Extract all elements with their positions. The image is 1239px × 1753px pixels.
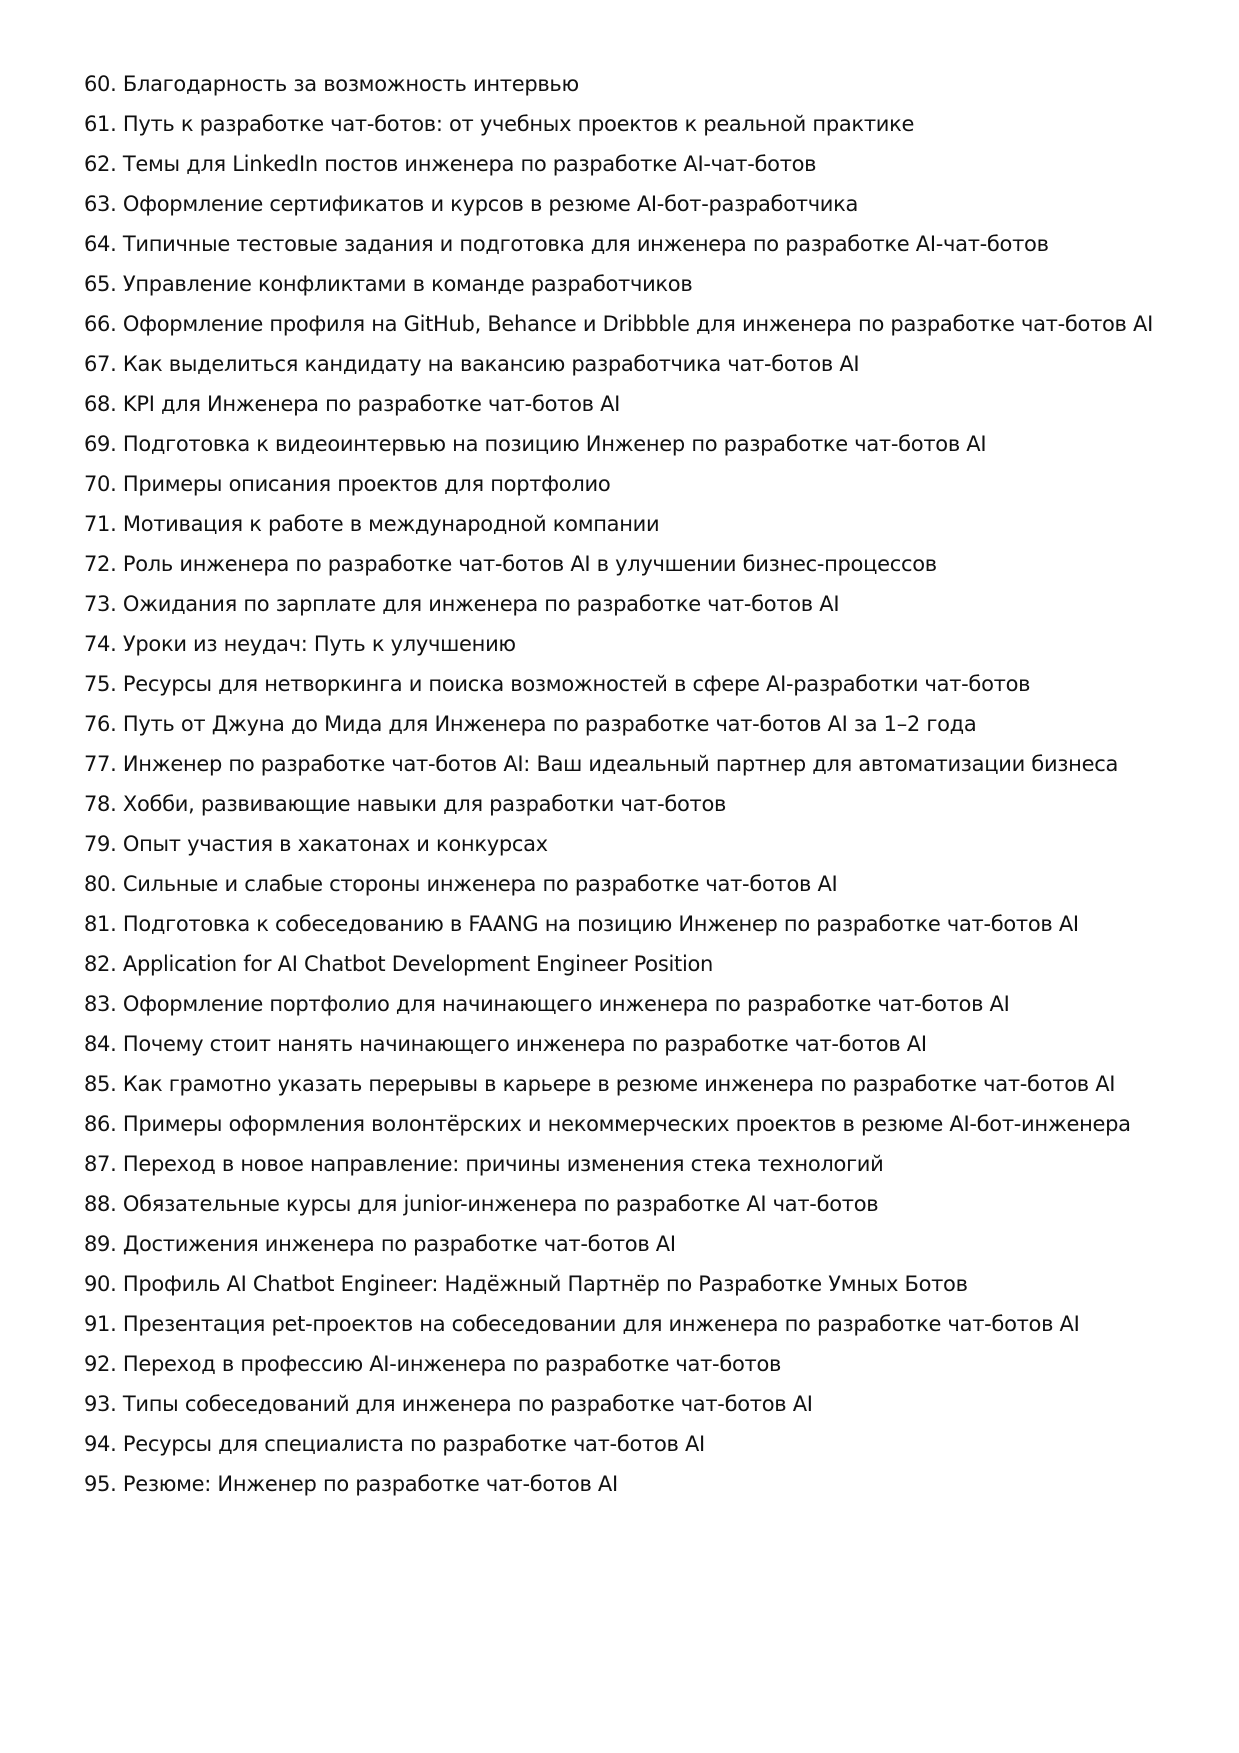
list-item: 78. Хобби, развивающие навыки для разработки чат-ботов — [84, 792, 727, 816]
list-item: 90. Профиль AI Chatbot Engineer: Надёжный Партнёр по Разработке Умных Ботов — [84, 1272, 968, 1296]
list-item: 69. Подготовка к видеоинтервью на позицию Инженер по разработке чат-ботов AI — [84, 432, 987, 456]
list-item: 70. Примеры описания проектов для портфолио — [84, 472, 611, 496]
list-item: 89. Достижения инженера по разработке чат-ботов AI — [84, 1232, 676, 1256]
list-item: 80. Сильные и слабые стороны инженера по разработке чат-ботов AI — [84, 872, 838, 896]
list-item: 71. Мотивация к работе в международной компании — [84, 512, 660, 536]
list-item: 95. Резюме: Инженер по разработке чат-ботов AI — [84, 1472, 618, 1496]
list-item: 64. Типичные тестовые задания и подготовка для инженера по разработке AI-чат-ботов — [84, 232, 1049, 256]
list-item: 67. Как выделиться кандидату на вакансию разработчика чат-ботов AI — [84, 352, 860, 376]
list-item: 94. Ресурсы для специалиста по разработке чат-ботов AI — [84, 1432, 705, 1456]
list-item: 66. Оформление профиля на GitHub, Behance и Dribbble для инженера по разработке чат-ботов AI — [84, 312, 1153, 336]
topic-list — [84, 64, 1164, 1504]
list-item: 77. Инженер по разработке чат-ботов AI: Ваш идеальный партнер для автоматизации бизнеса — [84, 752, 1119, 776]
list-item: 82. Application for AI Chatbot Development Engineer Position — [84, 952, 714, 976]
list-item: 63. Оформление сертификатов и курсов в резюме AI-бот-разработчика — [84, 192, 859, 216]
list-item: 60. Благодарность за возможность интервью — [84, 72, 579, 96]
list-item: 75. Ресурсы для нетворкинга и поиска возможностей в сфере AI-разработки чат-ботов — [84, 672, 1031, 696]
list-item: 65. Управление конфликтами в команде разработчиков — [84, 272, 693, 296]
list-item: 74. Уроки из неудач: Путь к улучшению — [84, 632, 516, 656]
list-item: 62. Темы для LinkedIn постов инженера по разработке AI-чат-ботов — [84, 152, 817, 176]
list-item: 86. Примеры оформления волонтёрских и некоммерческих проектов в резюме AI-бот-инженера — [84, 1112, 1131, 1136]
list-item: 76. Путь от Джуна до Мида для Инженера по разработке чат-ботов AI за 1–2 года — [84, 712, 977, 736]
list-item: 92. Переход в профессию AI-инженера по разработке чат-ботов — [84, 1352, 782, 1376]
list-item: 93. Типы собеседований для инженера по разработке чат-ботов AI — [84, 1392, 813, 1416]
list-item: 85. Как грамотно указать перерывы в карьере в резюме инженера по разработке чат-ботов AI — [84, 1072, 1116, 1096]
list-item: 68. KPI для Инженера по разработке чат-ботов AI — [84, 392, 621, 416]
list-item: 61. Путь к разработке чат-ботов: от учебных проектов к реальной практике — [84, 112, 915, 136]
list-item: 84. Почему стоит нанять начинающего инженера по разработке чат-ботов AI — [84, 1032, 927, 1056]
list-item: 73. Ожидания по зарплате для инженера по разработке чат-ботов AI — [84, 592, 840, 616]
list-item: 72. Роль инженера по разработке чат-ботов AI в улучшении бизнес-процессов — [84, 552, 937, 576]
list-item: 87. Переход в новое направление: причины изменения стека технологий — [84, 1152, 884, 1176]
list-item: 81. Подготовка к собеседованию в FAANG на позицию Инженер по разработке чат-ботов AI — [84, 912, 1079, 936]
list-item: 88. Обязательные курсы для junior-инженера по разработке AI чат-ботов — [84, 1192, 879, 1216]
list-item: 79. Опыт участия в хакатонах и конкурсах — [84, 832, 548, 856]
list-item: 83. Оформление портфолио для начинающего инженера по разработке чат-ботов AI — [84, 992, 1010, 1016]
list-item: 91. Презентация pet-проектов на собеседовании для инженера по разработке чат-ботов AI — [84, 1312, 1080, 1336]
